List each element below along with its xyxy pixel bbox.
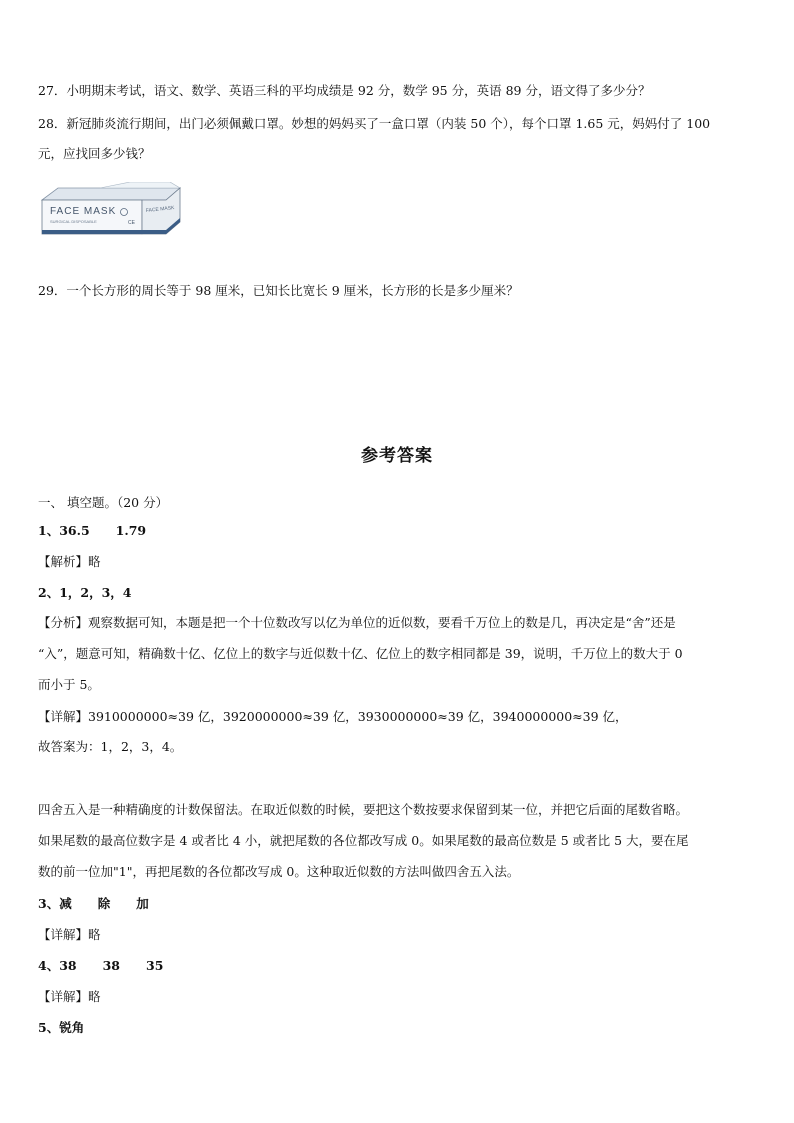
answer-4-note: 【详解】略 — [38, 989, 101, 1004]
answer-key-title: 参考答案 — [361, 446, 433, 466]
answer-3: 3、减 除 加 — [38, 896, 149, 911]
mask-side-brand-text: FACE MASK — [145, 205, 175, 214]
answer-2-analysis-3: 而小于 5。 — [38, 677, 100, 692]
rounding-explanation-2: 如果尾数的最高位数字是 4 或者比 4 小，就把尾数的各位都改写成 0。如果尾数的最高位数是 5 或者比 5 大，要在尾 — [38, 833, 689, 848]
answer-2-detail: 【详解】3910000000≈39 亿，3920000000≈39 亿，3930000000≈39 亿，3940000000≈39 亿， — [38, 709, 628, 724]
answer-1: 1、36.5 1.79 — [38, 523, 147, 538]
rounding-explanation-1: 四舍五入是一种精确度的计数保留法。在取近似数的时候，要把这个数按要求保留到某一位，并把它后面的尾数省略。 — [38, 802, 689, 817]
question-28-line2: 元，应找回多少钱？ — [38, 146, 151, 161]
mask-subtext: SURGICAL DISPOSABLE — [50, 219, 97, 224]
answer-2-conclusion: 故答案为：1，2，3，4。 — [38, 739, 183, 754]
answer-2-analysis-1: 【分析】观察数据可知，本题是把一个十位数改写以亿为单位的近似数，要看千万位上的数是几，再决定是“舍”还是 — [38, 615, 676, 630]
answer-2-analysis-2: “入”，题意可知，精确数十亿、亿位上的数字与近似数十亿、亿位上的数字相同都是 39，说明，千万位上的数大于 0 — [38, 646, 683, 661]
question-29: 29．一个长方形的周长等于 98 厘米，已知长比宽长 9 厘米，长方形的长是多少厘米？ — [38, 283, 519, 298]
question-28-line1: 28．新冠肺炎流行期间，出门必须佩戴口罩。妙想的妈妈买了一盒口罩（内装 50 个），每个口罩 1.65 元，妈妈付了 100 — [38, 116, 711, 131]
answer-5: 5、锐角 — [38, 1020, 85, 1035]
question-27: 27．小明期末考试，语文、数学、英语三科的平均成绩是 92 分，数学 95 分，英语 89 分，语文得了多少分？ — [38, 83, 651, 98]
answer-4: 4、38 38 35 — [38, 958, 164, 973]
rounding-explanation-3: 数的前一位加"1"，再把尾数的各位都改写成 0。这种取近似数的方法叫做四舍五入法。 — [38, 864, 520, 879]
answer-2: 2、1，2，3，4 — [38, 585, 132, 600]
section-1-heading: 一、 填空题。（20 分） — [38, 495, 169, 510]
answer-3-note: 【详解】略 — [38, 927, 101, 942]
answer-1-note: 【解析】略 — [38, 554, 101, 569]
face-mask-image — [40, 182, 182, 238]
mask-brand-text: FACE MASK — [50, 206, 117, 217]
ce-mark: CE — [128, 220, 135, 226]
